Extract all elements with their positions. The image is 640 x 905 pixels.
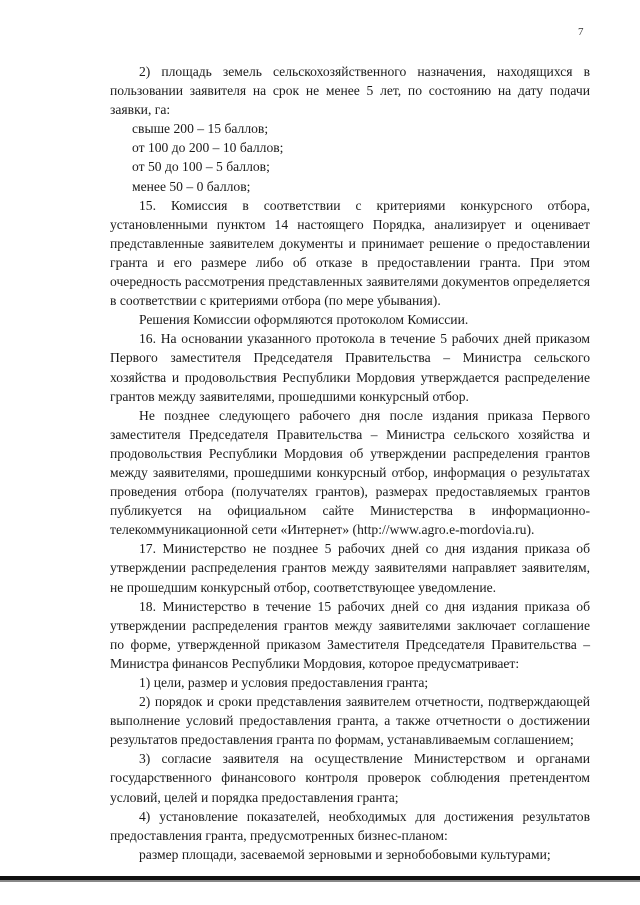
document-body [110,62,590,864]
paragraph-18-item-3: 3) согласие заявителя на осуществление Министерством и органами государственного финансового контроля проверок соблюдения претендентом условий, целей и порядка предоставления гранта; [110,751,590,805]
paragraph-15: 15. Комиссия в соответствии с критериями конкурсного отбора, установленными пунктом 14 настоящего Порядка, анализирует и оценивает представленные заявителем документы и принимает решение о предоставлении гранта и его размере либо об отказе в предоставлении гранта. При этом очередность рассмотрения представленных заявителями документов определяется в соответствии с критериями отбора (по мере убывания). [110,197,590,309]
paragraph-18: 18. Министерство в течение 15 рабочих дней со дня издания приказа об утверждении распределения грантов между заявителями заключает соглашение по форме, утвержденной приказом Заместителя Председателя Правительства – Министра финансов Республики Мордовия, которое предусматривает: [110,598,590,671]
list-item-score-0: менее 50 – 0 баллов; [132,178,251,194]
paragraph-16: 16. На основании указанного протокола в течение 5 рабочих дней приказом Первого заместителя Председателя Правительства – Министра сельского хозяйства и продовольствия Республики Мордовия утверждается распределение грантов между заявителями, прошедшими конкурсный отбор. [110,331,590,404]
paragraph-18-item-4: 4) установление показателей, необходимых для достижения результатов предоставления гранта, предусмотренных бизнес-планом: [110,808,590,843]
paragraph-17: 17. Министерство не позднее 5 рабочих дней со дня издания приказа об утверждении распределения грантов между заявителями направляет заявителям, не прошедшим конкурсный отбор, соответствующее уведомление. [110,541,590,595]
paragraph-18-item-2: 2) порядок и сроки представления заявителем отчетности, подтверждающей выполнение условий предоставления гранта, а также отчетности о достижении результатов предоставления гранта по формам, устанавливаемым соглашением; [110,694,590,748]
paragraph-land-area: 2) площадь земель сельскохозяйственного назначения, находящихся в пользовании заявителя на срок не менее 5 лет, по состоянию на дату подачи заявки, га: [110,64,590,118]
list-item-score-5: от 50 до 100 – 5 баллов; [132,159,270,175]
page-bottom-shadow [0,880,640,882]
list-item-score-10: от 100 до 200 – 10 баллов; [132,140,284,156]
paragraph-publication: Не позднее следующего рабочего дня после издания приказа Первого заместителя Председателя Правительства – Министра сельского хозяйства и продовольствия Республики Мордовия об утверждении распределения грантов между заявителями, прошедшими конкурсный отбор, информация о результатах проведения отбора (получателях грантов), размерах предоставляемых грантов публикуется на официальном сайте Министерства в информационно-телекоммуникационной сети «Интернет» (http://www.agro.e-mordovia.ru). [110,407,590,538]
paragraph-sown-area: размер площади, засеваемой зерновыми и зернобобовыми культурами; [139,846,551,862]
list-item-score-15: свыше 200 – 15 баллов; [132,121,269,137]
page-number: 7 [578,26,584,38]
paragraph-18-item-1: 1) цели, размер и условия предоставления гранта; [139,675,429,690]
paragraph-commission-decisions: Решения Комиссии оформляются протоколом Комиссии. [139,312,469,328]
